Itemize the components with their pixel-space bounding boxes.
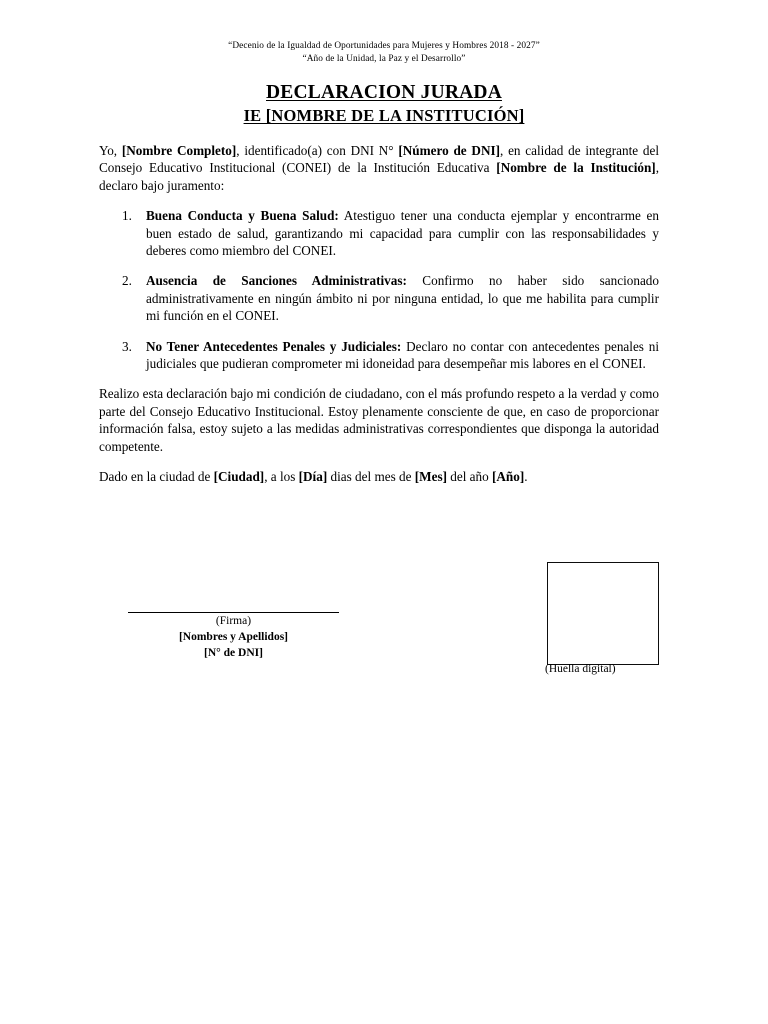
- placeholder-numero-dni: [Número de DNI]: [398, 143, 500, 158]
- document-body: [99, 142, 659, 499]
- intro-text-part-3: , en calidad de integrante del Consejo Educativo Institucional (CONEI) de la Institución Educativa: [99, 143, 659, 176]
- page-subtitle-text: IE [NOMBRE DE LA INSTITUCIÓN]: [243, 106, 525, 125]
- intro-paragraph: [99, 142, 659, 194]
- list-item-text: Atestiguo tener una conducta ejemplar y encontrarme en buen estado de salud, garantizando mi capacidad para cumplir con las responsabilidades y deberes como miembro del CONEI.: [146, 208, 659, 259]
- list-item-heading: Ausencia de Sanciones Administrativas:: [146, 273, 407, 289]
- list-item: [99, 272, 659, 324]
- signature-line: [128, 612, 339, 613]
- list-item-number: 2.: [122, 273, 132, 289]
- placeholder-nombre-institucion: [Nombre de la Institución]: [496, 160, 656, 176]
- placeholder-numero-de-dni: [N° de DNI]: [204, 647, 263, 659]
- page-title: [0, 80, 768, 105]
- list-item: [99, 338, 659, 373]
- page-title-text: DECLARACION JURADA: [266, 82, 502, 103]
- date-text-part-4: del año: [446, 469, 493, 485]
- page-subtitle: [0, 105, 768, 127]
- list-item-heading: Buena Conducta y Buena Salud:: [146, 208, 339, 224]
- date-text-part-2: , a los: [264, 469, 299, 485]
- claims-list: [99, 207, 659, 372]
- document-title-block: [0, 80, 768, 127]
- signature-block: [128, 612, 339, 661]
- date-paragraph: [99, 468, 659, 485]
- date-text-part-3: dias del mes de: [327, 469, 415, 485]
- header-slogan-line-2: “Año de la Unidad, la Paz y el Desarrollo”: [302, 54, 466, 64]
- document-header: [0, 40, 768, 66]
- signature-caption: (Firma): [215, 615, 252, 627]
- closing-paragraph: Realizo esta declaración bajo mi condición de ciudadano, con el más profundo respeto a la verdad y como parte del Consejo Educativo Institucional. Estoy plenamente consciente de que, en caso de proporcionar información falsa, estoy sujeto a las medidas administrativas correspondientes que disponga la autoridad competente.: [99, 386, 659, 454]
- placeholder-nombre-completo: [Nombre Completo]: [121, 143, 237, 158]
- intro-text-part-1: Yo,: [99, 143, 122, 158]
- list-item: [99, 207, 659, 259]
- header-slogan-line-1: “Decenio de la Igualdad de Oportunidades para Mujeres y Hombres 2018 - 2027”: [228, 41, 540, 51]
- placeholder-mes: [Mes]: [414, 469, 447, 485]
- fingerprint-block: [545, 562, 685, 675]
- intro-text-part-2: , identificado(a) con DNI N°: [236, 143, 399, 158]
- placeholder-dia: [Día]: [298, 469, 328, 485]
- fingerprint-caption: (Huella digital): [545, 663, 616, 675]
- placeholder-nombres-apellidos: [Nombres y Apellidos]: [178, 631, 289, 643]
- placeholder-anio: [Año]: [492, 469, 525, 485]
- list-item-number: 1.: [122, 208, 132, 224]
- date-text-part-5: .: [524, 469, 528, 485]
- placeholder-ciudad: [Ciudad]: [213, 469, 265, 485]
- list-item-text: Confirmo no haber sido sancionado administrativamente en ningún ámbito ni por ninguna entidad, lo que me habilita para cumplir mi función en el CONEI.: [146, 273, 659, 324]
- list-item-heading: No Tener Antecedentes Penales y Judiciales:: [146, 338, 402, 354]
- list-item-number: 3.: [122, 338, 132, 354]
- date-text-part-1: Dado en la ciudad de: [99, 469, 214, 485]
- fingerprint-box: [547, 562, 659, 665]
- intro-text-part-4: , declaro bajo juramento:: [99, 160, 659, 193]
- list-item-text: Declaro no contar con antecedentes penales ni judiciales que pudieran comprometer mi idoneidad para desempeñar mis labores en el CONEI.: [146, 338, 659, 372]
